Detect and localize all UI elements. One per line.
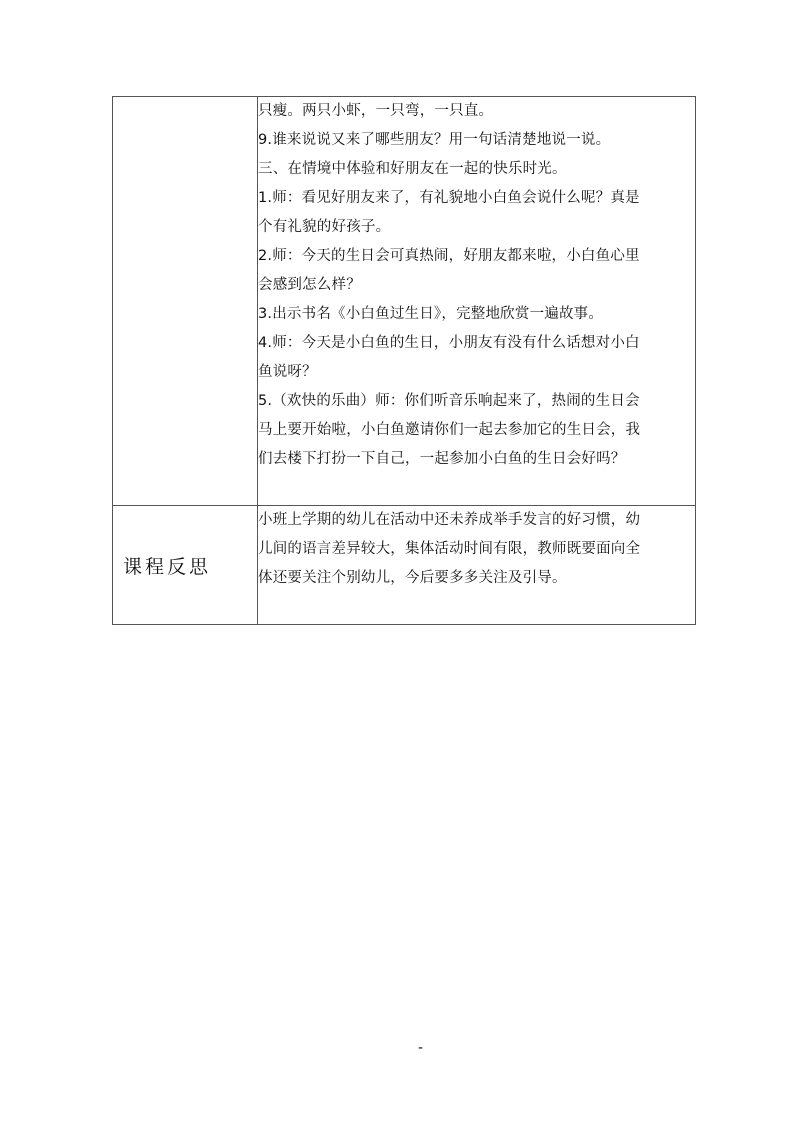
text-line: 2.师：今天的生日会可真热闹，好朋友都来啦，小白鱼心里: [258, 248, 640, 264]
table-row: [113, 506, 696, 625]
lesson-table: [112, 96, 696, 625]
text-line: 1.师：看见好朋友来了，有礼貌地小白鱼会说什么呢？真是: [258, 190, 640, 206]
text-line: 三、在情境中体验和好朋友在一起的快乐时光。: [258, 161, 567, 177]
text-line: 鱼说呀？: [258, 364, 317, 380]
text-line: 3.出示书名《小白鱼过生日》，完整地欣赏一遍故事。: [258, 306, 604, 322]
text-line: 9.谁来说说又来了哪些朋友？用一句话清楚地说一说。: [258, 132, 611, 148]
course-reflection-label: 课程反思: [123, 555, 212, 578]
activity-content-cell: [258, 97, 696, 506]
text-line: 只瘦。两只小虾，一只弯，一只直。: [258, 103, 494, 119]
text-line: 们去楼下打扮一下自己，一起参加小白鱼的生日会好吗？: [258, 451, 626, 467]
text-line: 小班上学期的幼儿在活动中还未养成举手发言的好习惯，幼: [258, 512, 641, 528]
text-line: 体还要关注个别幼儿，今后要多多关注及引导。: [258, 570, 567, 586]
text-line: 马上要开始啦，小白鱼邀请你们一起去参加它的生日会，我: [258, 422, 641, 438]
text-line: 个有礼貌的好孩子。: [258, 219, 391, 235]
row-label-cell: [113, 506, 258, 625]
reflection-content-cell: [258, 506, 696, 625]
page-footer-mark: -: [418, 1040, 424, 1056]
text-line: 4.师：今天是小白鱼的生日，小朋友有没有什么话想对小白: [258, 335, 640, 351]
table-row: [113, 97, 696, 506]
text-line: 儿间的语言差异较大，集体活动时间有限，教师既要面向全: [258, 541, 641, 557]
row-label-cell: [113, 97, 258, 506]
text-line: 5.（欢快的乐曲）师：你们听音乐响起来了，热闹的生日会: [258, 393, 640, 409]
text-line: 会感到怎么样？: [258, 277, 361, 293]
